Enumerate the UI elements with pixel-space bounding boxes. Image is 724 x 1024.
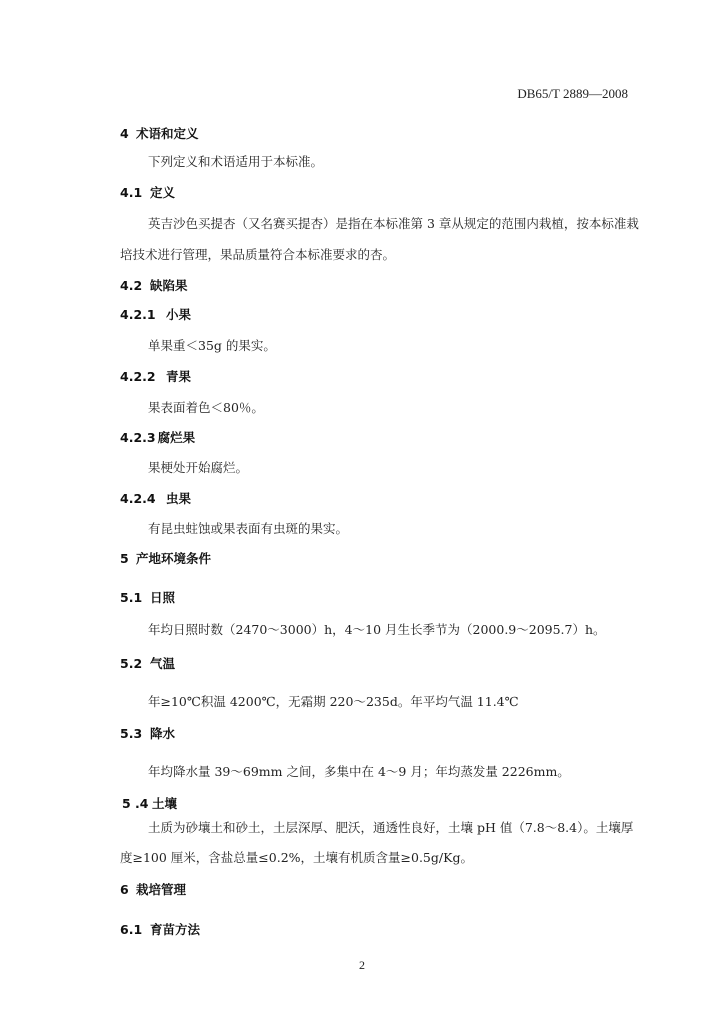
section-4-2-1-paragraph: 单果重＜35g 的果实。 (148, 338, 276, 353)
section-5-2-paragraph: 年≥10℃积温 4200℃，无霜期 220～235d。年平均气温 11.4℃ (148, 694, 519, 709)
section-5-1-heading: 5.1 日照 (120, 590, 176, 605)
section-4-2-4-paragraph: 有昆虫蛀蚀或果表面有虫斑的果实。 (148, 521, 349, 536)
section-5-2-heading: 5.2 气温 (120, 656, 176, 671)
section-4-2-1-heading: 4.2.1 小果 (120, 307, 192, 322)
section-6-1-heading: 6.1 育苗方法 (120, 922, 201, 937)
section-5-1-paragraph: 年均日照时数（2470～3000）h，4～10 月生长季节为（2000.9～2095.7）h。 (148, 622, 606, 637)
section-5-4-paragraph-line1: 土质为砂壤土和砂土，土层深厚、肥沃，通透性良好，土壤 pH 值（7.8～8.4）。土壤厚 (148, 820, 634, 835)
section-4-2-3-heading: 4.2.3 腐烂果 (120, 430, 196, 445)
section-5-4-heading: 5 .4 土壤 (122, 796, 178, 811)
section-4-1-heading: 4.1 定义 (120, 185, 176, 200)
standard-code: DB65/T 2889—2008 (517, 86, 628, 101)
section-4-2-2-paragraph: 果表面着色＜80％。 (148, 400, 264, 415)
section-4-2-3-paragraph: 果梗处开始腐烂。 (148, 460, 249, 475)
section-5-3-paragraph: 年均降水量 39～69mm 之间，多集中在 4～9 月；年均蒸发量 2226mm。 (148, 764, 570, 779)
section-4-heading: 4 术语和定义 (120, 126, 199, 141)
section-4-intro: 下列定义和术语适用于本标准。 (148, 154, 324, 169)
section-5-heading: 5 产地环境条件 (120, 551, 212, 566)
section-4-2-heading: 4.2 缺陷果 (120, 278, 188, 293)
page-number: 2 (359, 958, 365, 972)
section-4-1-paragraph-line2: 培技术进行管理，果品质量符合本标准要求的杏。 (120, 247, 396, 262)
section-4-2-2-heading: 4.2.2 青果 (120, 369, 192, 384)
section-5-4-paragraph-line2: 度≥100 厘米，含盐总量≤0.2%，土壤有机质含量≥0.5g/Kg。 (120, 850, 473, 865)
section-6-heading: 6 栽培管理 (120, 882, 187, 897)
section-4-2-4-heading: 4.2.4 虫果 (120, 491, 192, 506)
section-5-3-heading: 5.3 降水 (120, 726, 176, 741)
section-4-1-paragraph-line1: 英吉沙色买提杏（又名赛买提杏）是指在本标准第 3 章从规定的范围内栽植，按本标准栽 (148, 216, 639, 231)
